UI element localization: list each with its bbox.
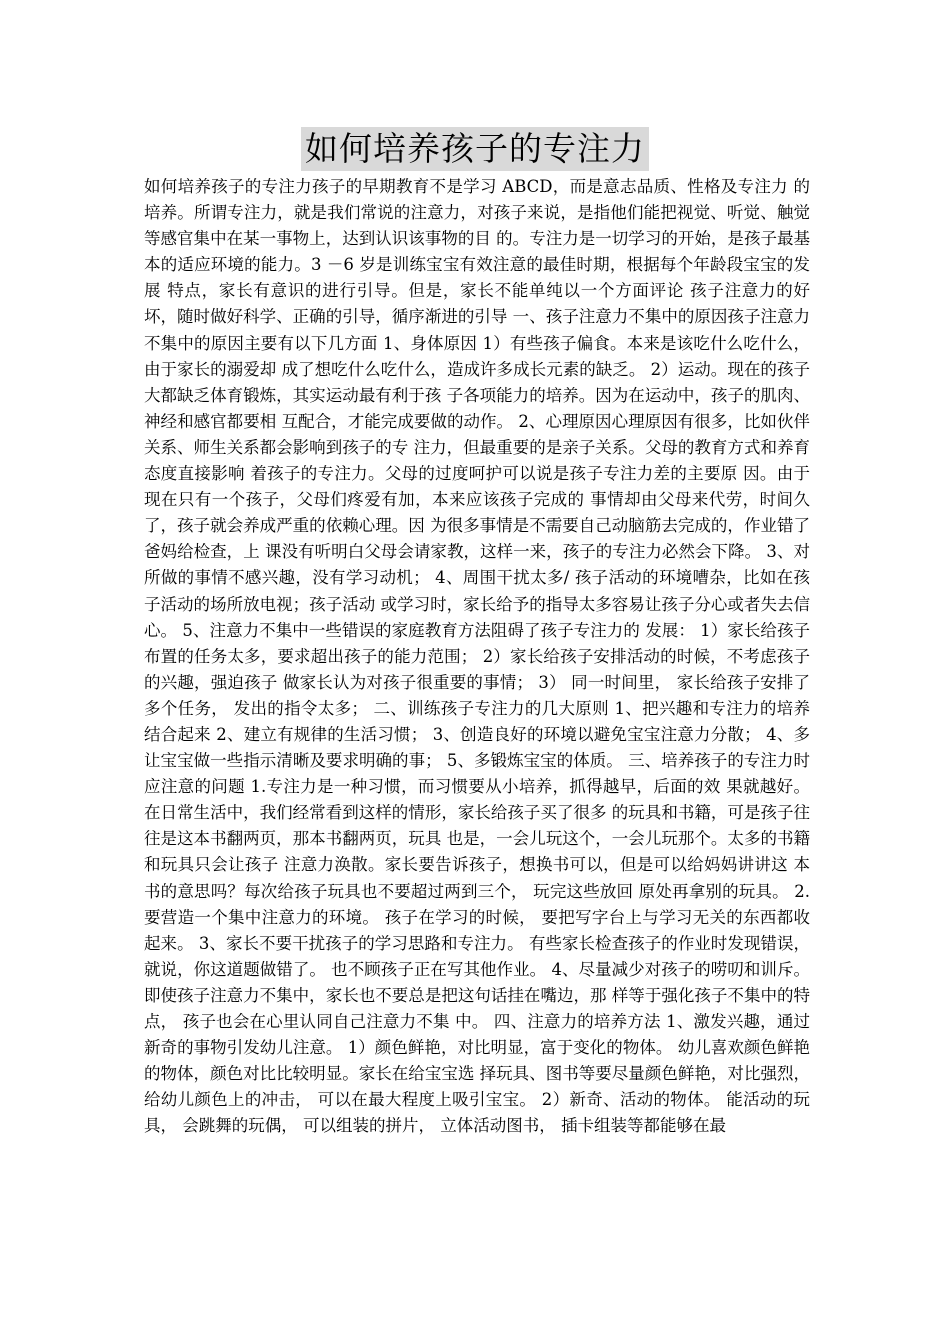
document-title-wrap bbox=[0, 127, 950, 171]
document-title: 如何培养孩子的专注力 bbox=[301, 127, 649, 171]
document-body: 如何培养孩子的专注力孩子的早期教育不是学习 ABCD，而是意志品质、性格及专注力 的培养。所谓专注力，就是我们常说的注意力，对孩子来说，是指他们能把视觉、听觉、触觉等感官集中在某一事物上，达到认识该事物的目 的。专注力是一切学习的开始，是孩子最基本的适应环境的能力。3 －6 岁是训练宝宝有效注意的最佳时期，根据每个年龄段宝宝的发展 特点，家长有意识的进行引导。但是，家长不能单纯以一个方面评论 孩子注意力的好坏，随时做好科学、正确的引导，循序渐进的引导 一、孩子注意力不集中的原因孩子注意力不集中的原因主要有以下几方面 1、身体原因 1）有些孩子偏食。本来是该吃什么吃什么，由于家长的溺爱却 成了想吃什么吃什么，造成许多成长元素的缺乏。 2）运动。现在的孩子大都缺乏体育锻炼，其实运动最有利于孩 子各项能力的培养。因为在运动中，孩子的肌肉、神经和感官都要相 互配合，才能完成要做的动作。 2、心理原因心理原因有很多，比如伙伴关系、师生关系都会影响到孩子的专 注力，但最重要的是亲子关系。父母的教育方式和养育态度直接影响 着孩子的专注力。父母的过度呵护可以说是孩子专注力差的主要原 因。由于现在只有一个孩子，父母们疼爱有加，本来应该孩子完成的 事情却由父母来代劳，时间久了，孩子就会养成严重的依赖心理。因 为很多事情是不需要自己动脑筋去完成的，作业错了爸妈给检查，上 课没有听明白父母会请家教，这样一来，孩子的专注力必然会下降。 3、对所做的事情不感兴趣，没有学习动机； 4、周围干扰太多/ 孩子活动的环境嘈杂，比如在孩子活动的场所放电视；孩子活动 或学习时，家长给予的指导太多容易让孩子分心或者失去信心。 5、注意力不集中一些错误的家庭教育方法阻碍了孩子专注力的 发展： 1）家长给孩子布置的任务太多，要求超出孩子的能力范围； 2）家长给孩子安排活动的时候，不考虑孩子的兴趣，强迫孩子 做家长认为对孩子很重要的事情； 3） 同一时间里， 家长给孩子安排了多个任务， 发出的指令太多； 二、训练孩子专注力的几大原则 1、把兴趣和专注力的培养结合起来 2、建立有规律的生活习惯； 3、创造良好的环境以避免宝宝注意力分散； 4、多让宝宝做一些指示清晰及要求明确的事； 5、多锻炼宝宝的体质。 三、培养孩子的专注力时应注意的问题 1.专注力是一种习惯，而习惯要从小培养，抓得越早，后面的效 果就越好。 在日常生活中，我们经常看到这样的情形，家长给孩子买了很多 的玩具和书籍，可是孩子往往是这本书翻两页，那本书翻两页，玩具 也是，一会儿玩这个，一会儿玩那个。太多的书籍和玩具只会让孩子 注意力涣散。家长要告诉孩子，想换书可以，但是可以给妈妈讲讲这 本书的意思吗？每次给孩子玩具也不要超过两到三个， 玩完这些放回 原处再拿别的玩具。 2.要营造一个集中注意力的环境。 孩子在学习的时候， 要把写字台上与学习无关的东西都收起来。 3、家长不要干扰孩子的学习思路和专注力。 有些家长检查孩子的作业时发现错误，就说，你这道题做错了。 也不顾孩子正在写其他作业。 4、尽量减少对孩子的唠叨和训斥。 即使孩子注意力不集中，家长也不要总是把这句话挂在嘴边，那 样等于强化孩子不集中的特点， 孩子也会在心里认同自己注意力不集 中。 四、注意力的培养方法 1、激发兴趣，通过新奇的事物引发幼儿注意。 1）颜色鲜艳，对比明显，富于变化的物体。 幼儿喜欢颜色鲜艳的物体，颜色对比比较明显。家长在给宝宝选 择玩具、图书等要尽量颜色鲜艳，对比强烈，给幼儿颜色上的冲击， 可以在最大程度上吸引宝宝。 2）新奇、活动的物体。 能活动的玩具， 会跳舞的玩偶， 可以组装的拼片， 立体活动图书， 插卡组装等都能够在最 bbox=[144, 177, 810, 1136]
